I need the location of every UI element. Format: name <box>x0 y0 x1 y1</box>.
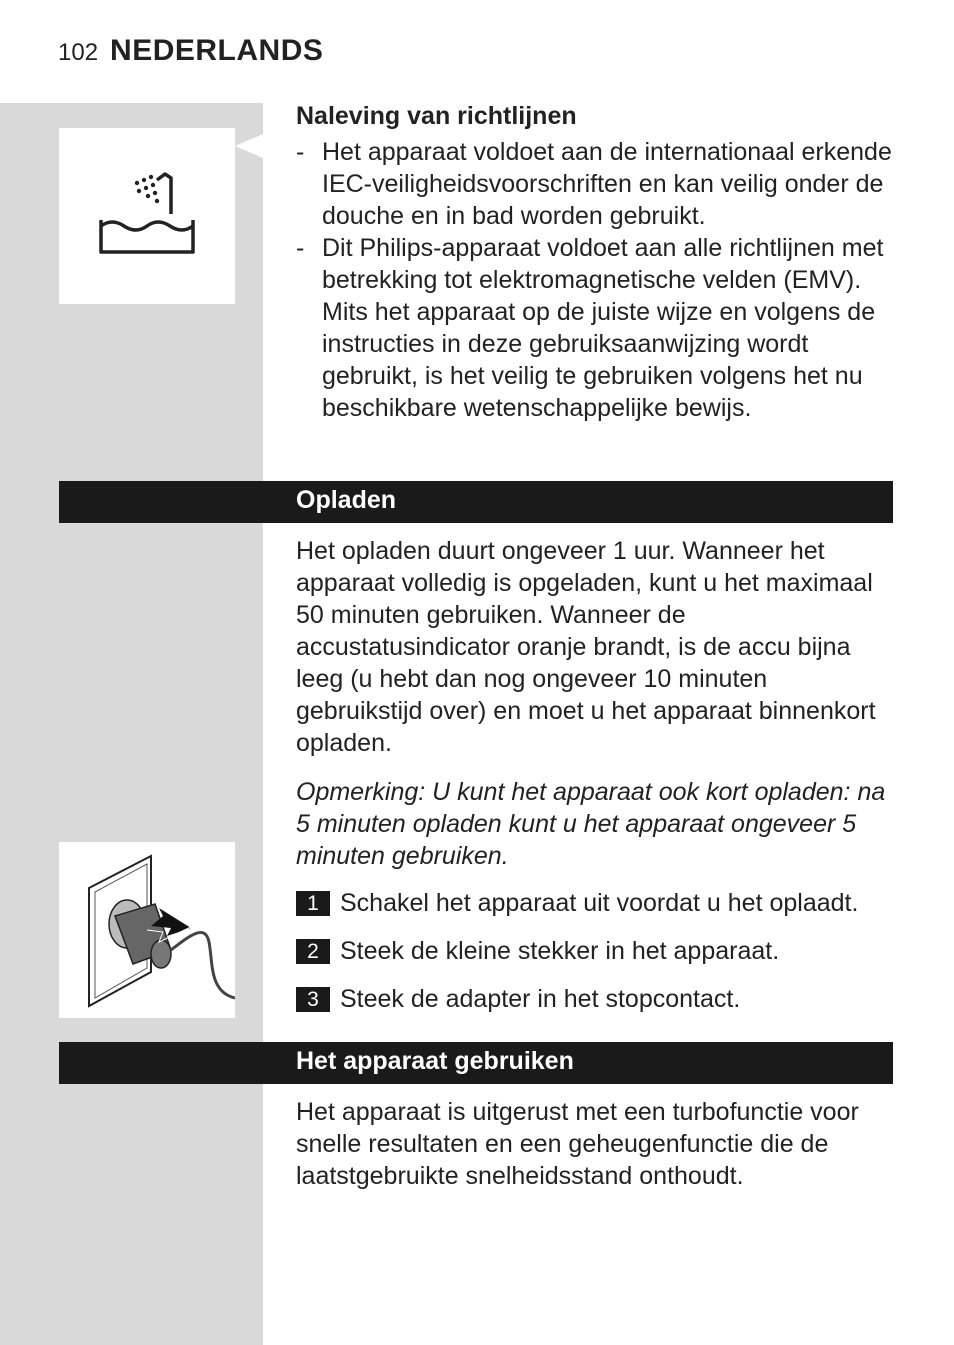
step-3 <box>296 985 740 1014</box>
page-number: 102 <box>58 39 99 66</box>
section-heading: Het apparaat gebruiken <box>296 1047 574 1075</box>
compliance-title: Naleving van richtlijnen <box>296 102 577 130</box>
charging-note: Opmerking: U kunt het apparaat ook kort opladen: na 5 minuten opladen kunt u het apparaat ongeveer 5 minuten gebruiken. <box>296 778 886 870</box>
step-text: Schakel het apparaat uit voordat u het oplaadt. <box>340 889 859 917</box>
step-number: 1 <box>296 891 330 916</box>
charging-paragraph: Het opladen duurt ongeveer 1 uur. Wanneer het apparaat volledig is opgeladen, kunt u het maximaal 50 minuten gebruiken. Wanneer de accustatusindicator oranje brandt, is de accu bijna leeg (u hebt dan nog ongeveer 10 minuten gebruikstijd over) en moet u het apparaat binnenkort opladen. <box>296 537 876 757</box>
section-bar-opladen <box>59 481 893 523</box>
step-2 <box>296 937 779 966</box>
page-header <box>58 34 323 68</box>
section-bar-gebruiken <box>59 1042 893 1084</box>
step-number: 3 <box>296 987 330 1012</box>
wall-socket-plug-icon <box>59 842 235 1018</box>
usage-paragraph: Het apparaat is uitgerust met een turbofunctie voor snelle resultaten en een geheugenfunctie die de laatstgebruikte snelheidsstand onthoudt. <box>296 1098 859 1190</box>
section-heading: Opladen <box>296 486 397 514</box>
figure-pointer <box>235 134 263 158</box>
shower-bath-icon <box>59 128 235 304</box>
compliance-list <box>296 136 896 424</box>
step-number: 2 <box>296 939 330 964</box>
step-text: Steek de kleine stekker in het apparaat. <box>340 937 780 965</box>
list-item: - Het apparaat voldoet aan de internationaal erkende IEC-veiligheidsvoorschriften en kan veilig onder de douche en in bad worden gebruikt. <box>296 136 896 232</box>
language-title: NEDERLANDS <box>110 34 324 67</box>
step-text: Steek de adapter in het stopcontact. <box>340 985 741 1013</box>
list-item: - Dit Philips-apparaat voldoet aan alle richtlijnen met betrekking tot elektromagnetische velden (EMV). Mits het apparaat op de juiste wijze en volgens de instructies in deze gebruiksaanwijzing wordt gebruikt, is het veilig te gebruiken volgens het nu beschikbare wetenschappelijke bewijs. <box>296 232 896 424</box>
step-1 <box>296 889 858 918</box>
